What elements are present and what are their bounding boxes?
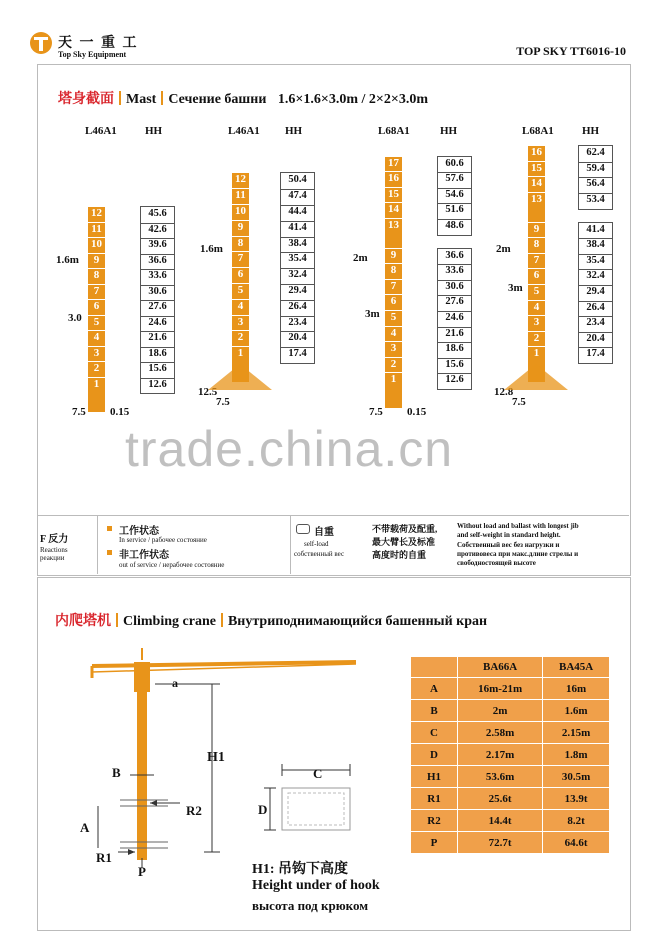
table-cell: 2.15m xyxy=(543,722,610,744)
mast-type-label: L68A1 xyxy=(522,125,554,137)
noload-ru-3: свободностоящей высоте xyxy=(457,559,536,567)
mast-section-number: 14 xyxy=(388,203,399,216)
noload-cn-1: 不带载荷及配重, xyxy=(372,524,438,534)
hh-value: 21.6 xyxy=(148,332,167,343)
mast-section-number: 11 xyxy=(91,222,102,235)
table-cell: 16m xyxy=(543,678,610,700)
dim-label-c: C xyxy=(313,766,323,781)
hh-value: 26.4 xyxy=(586,301,605,313)
mast-section-number: 6 xyxy=(533,269,540,282)
mast-section-number: 1 xyxy=(93,377,100,390)
climbing-title-en: Climbing crane xyxy=(123,614,216,629)
mast-body xyxy=(385,248,402,408)
table-row xyxy=(411,700,610,722)
mast-section-number: 1 xyxy=(390,373,397,386)
hh-value: 36.6 xyxy=(148,254,167,266)
out-service-en: out of service / нерабочее состояние xyxy=(119,561,225,569)
hh-value-box xyxy=(578,222,613,364)
hh-value: 59.4 xyxy=(586,162,605,174)
hh-value: 21.6 xyxy=(445,327,464,339)
table-cell: A xyxy=(411,678,458,700)
table-cell: P xyxy=(411,832,458,854)
in-service-en: In service / рабочее состояние xyxy=(119,536,207,544)
hh-value: 23.4 xyxy=(586,317,605,329)
table-row xyxy=(411,766,610,788)
selfload-cn: 自重 xyxy=(314,527,334,538)
mast-title-ru: Сечение башни xyxy=(168,92,267,107)
table-cell: B xyxy=(411,700,458,722)
hh-value: 20.4 xyxy=(586,332,605,344)
hh-value: 33.6 xyxy=(148,270,167,281)
noload-cn-2: 最大臂长及标准 xyxy=(372,537,436,547)
hh-value: 27.6 xyxy=(445,296,464,308)
hh-value: 35.4 xyxy=(586,254,605,266)
table-row xyxy=(411,678,610,700)
mast-section-number: 4 xyxy=(237,299,244,312)
table-cell: 2.58m xyxy=(458,722,543,744)
mast-section-number: 13 xyxy=(388,218,399,231)
mast-section-number: 4 xyxy=(533,300,540,313)
table-cell: 14.4t xyxy=(458,810,543,832)
mast-type-label: L68A1 xyxy=(378,125,410,137)
hh-value: 17.4 xyxy=(586,348,605,360)
table-cell: 64.6t xyxy=(543,832,610,854)
mast-section-number: 5 xyxy=(237,283,244,296)
hh-value: 29.4 xyxy=(288,284,307,296)
hook-height-caption-en: Height under of hook xyxy=(252,878,380,893)
hh-value: 39.6 xyxy=(148,239,167,250)
mast-section-number: 8 xyxy=(93,269,100,281)
mast-section-number: 4 xyxy=(390,326,397,339)
mast-section-number: 8 xyxy=(533,238,540,251)
mast-section-number: 2 xyxy=(237,331,244,344)
hh-value: 12.6 xyxy=(148,378,167,390)
hh-value: 47.4 xyxy=(288,190,307,202)
dim-label-r1: R1 xyxy=(96,850,112,865)
mast-body xyxy=(232,172,249,382)
hh-value: 12.6 xyxy=(445,374,464,386)
mast-base-label: 7.5 xyxy=(72,406,86,418)
mast-title-dims: 1.6×1.6×3.0m / 2×2×3.0m xyxy=(277,92,429,107)
table-cell: 30.5m xyxy=(543,766,610,788)
mast-base-label: 7.5 xyxy=(369,406,383,418)
mast-section-number: 11 xyxy=(235,189,246,202)
mast-width-label: 1.6m xyxy=(200,243,223,255)
table-cell: 2m xyxy=(458,700,543,722)
mast-section-number: 8 xyxy=(390,264,397,277)
mast-section-number: 9 xyxy=(237,220,244,233)
company-name-cn: 天 一 重 工 xyxy=(58,36,139,51)
in-service-cn: 工作状态 xyxy=(119,526,159,537)
table-cell: 2.17m xyxy=(458,744,543,766)
hh-value: 15.6 xyxy=(148,363,167,374)
hh-value: 24.6 xyxy=(148,316,167,328)
hh-value: 18.6 xyxy=(148,347,167,359)
mast-section-number: 16 xyxy=(388,172,399,185)
mast-foot-label: 12.8 xyxy=(494,386,514,398)
hh-column-label: HH xyxy=(582,125,600,137)
hh-value: 30.6 xyxy=(148,285,167,297)
hh-value: 62.4 xyxy=(586,147,605,159)
mast-section-number: 15 xyxy=(531,161,542,174)
mast-section-number: 3 xyxy=(533,316,540,329)
noload-ru-2: противовеса при макс.длине стрелы и xyxy=(457,550,579,558)
climbing-title-cn: 内爬塔机 xyxy=(55,614,111,629)
mast-section-number: 16 xyxy=(531,146,542,159)
mast-section-number: 6 xyxy=(93,300,100,312)
reaction-label-ru: реакции xyxy=(40,554,65,562)
hh-value: 33.6 xyxy=(445,265,464,277)
mast-offset-label: 0.15 xyxy=(110,406,130,418)
mast-section-number: 12 xyxy=(235,173,246,186)
mast-section-number: 3 xyxy=(237,315,244,328)
table-cell: 8.2t xyxy=(543,810,610,832)
mast-section-number: 9 xyxy=(390,248,397,261)
hh-value: 36.6 xyxy=(445,249,464,261)
hh-value: 54.6 xyxy=(445,188,464,200)
table-cell: 1.8m xyxy=(543,744,610,766)
hh-value: 17.4 xyxy=(288,348,307,360)
reaction-label-en: Reactions xyxy=(40,546,68,554)
mast-foot-shape xyxy=(504,364,568,390)
mast-section-number: 17 xyxy=(388,156,399,169)
dim-label-b: B xyxy=(112,765,121,780)
hh-value: 27.6 xyxy=(148,301,167,312)
mast-section-number: 9 xyxy=(533,222,540,235)
mast-section-number: 2 xyxy=(390,357,397,370)
mast-body xyxy=(528,222,545,382)
mast-width-label: 2m xyxy=(353,252,368,264)
hh-column-label: HH xyxy=(145,125,163,137)
mast-section-number: 13 xyxy=(531,192,542,205)
table-row xyxy=(411,832,610,854)
mast-base-label: 7.5 xyxy=(216,396,230,408)
table-cell: 53.6m xyxy=(458,766,543,788)
mast-offset-label: 0.15 xyxy=(407,406,427,418)
mast-foot-label: 12.5 xyxy=(198,386,218,398)
mast-section-number: 10 xyxy=(91,238,102,250)
mast-section-number: 7 xyxy=(237,252,244,265)
mast-body xyxy=(88,206,105,412)
mast-section-height-label: 3m xyxy=(365,308,380,320)
table-cell: 25.6t xyxy=(458,788,543,810)
table-cell: 16m-21m xyxy=(458,678,543,700)
hh-value: 48.6 xyxy=(445,219,464,231)
table-cell: H1 xyxy=(411,766,458,788)
hh-value: 53.4 xyxy=(586,193,605,205)
mast-section-number: 3 xyxy=(93,346,100,359)
hh-value: 30.6 xyxy=(445,280,464,292)
dim-label-d: D xyxy=(258,802,268,817)
mast-foot-shape xyxy=(208,364,272,390)
mast-section-number: 4 xyxy=(93,331,100,343)
mast-section-number: 10 xyxy=(235,204,246,217)
dim-label-r2: R2 xyxy=(186,803,202,818)
mast-section-number: 7 xyxy=(390,279,397,292)
company-name-en: Top Sky Equipment xyxy=(58,50,127,59)
hh-column-label: HH xyxy=(285,125,303,137)
mast-section-number: 15 xyxy=(388,187,399,200)
hh-value: 23.4 xyxy=(288,316,307,328)
mast-section-number: 1 xyxy=(533,347,540,360)
hh-value: 20.4 xyxy=(288,332,307,344)
mast-section-number: 8 xyxy=(237,236,244,249)
selfload-ru: собственный вес xyxy=(294,550,345,558)
mast-section-number: 5 xyxy=(93,315,100,328)
noload-ru-1: Собственный вес без нагрузки и xyxy=(457,541,560,549)
hh-value: 32.4 xyxy=(288,269,307,281)
mast-section-number: 1 xyxy=(237,347,244,360)
table-row xyxy=(411,744,610,766)
out-service-cn: 非工作状态 xyxy=(119,550,169,561)
mast-section-number: 6 xyxy=(237,268,244,281)
dim-label-a: a xyxy=(172,676,178,690)
hh-value: 57.6 xyxy=(445,173,464,185)
mast-section-number: 6 xyxy=(390,295,397,308)
mast-type-label: L46A1 xyxy=(228,125,260,137)
hh-value-box xyxy=(280,172,315,364)
mast-width-label: 2m xyxy=(496,243,511,255)
mast-section-number: 12 xyxy=(91,207,102,219)
selfload-en: self-load xyxy=(304,540,329,548)
noload-en-1: Without load and ballast with longest jib xyxy=(457,522,579,530)
climbing-title-ru: Внутриподнимающийся башенный кран xyxy=(227,614,488,629)
table-header-row xyxy=(411,657,610,678)
hh-value: 56.4 xyxy=(586,178,605,190)
hh-value: 15.6 xyxy=(445,358,464,370)
mast-section-height-label: 3.0 xyxy=(68,312,82,324)
mast-body-upper xyxy=(385,156,402,248)
hh-value-box-upper xyxy=(578,145,613,209)
table-cell: R2 xyxy=(411,810,458,832)
hh-value: 50.4 xyxy=(288,174,307,186)
noload-en-2: and self-weight in standard height. xyxy=(457,531,561,539)
mast-section-number: 2 xyxy=(533,331,540,344)
table-cell: 13.9t xyxy=(543,788,610,810)
mast-section-number: 9 xyxy=(93,253,100,266)
hh-value: 29.4 xyxy=(586,285,605,297)
hh-value: 18.6 xyxy=(445,343,464,355)
table-cell: C xyxy=(411,722,458,744)
hh-value: 38.4 xyxy=(586,239,605,251)
table-cell: D xyxy=(411,744,458,766)
hh-value: 35.4 xyxy=(288,253,307,265)
mast-title-cn: 塔身截面 xyxy=(58,92,114,107)
model-number: TOP SKY TT6016-10 xyxy=(516,44,626,58)
hh-value: 51.6 xyxy=(445,204,464,216)
dim-label-a-upper: A xyxy=(80,820,90,835)
table-cell: R1 xyxy=(411,788,458,810)
hh-column-label: HH xyxy=(440,125,458,137)
mast-section-number: 3 xyxy=(390,342,397,355)
hh-value: 41.4 xyxy=(586,223,605,235)
table-cell: 1.6m xyxy=(543,700,610,722)
table-cell: 72.7t xyxy=(458,832,543,854)
hh-value: 41.4 xyxy=(288,221,307,233)
hh-value: 45.6 xyxy=(148,208,167,219)
mast-section-number: 7 xyxy=(533,253,540,266)
hh-value: 24.6 xyxy=(445,311,464,323)
mast-title-en: Mast xyxy=(126,92,157,107)
table-row xyxy=(411,722,610,744)
hh-value-box xyxy=(140,206,175,394)
hh-value: 60.6 xyxy=(445,157,464,169)
watermark: trade.china.cn xyxy=(125,421,454,477)
hook-height-caption-ru: высота под крюком xyxy=(252,898,369,913)
mast-section-number: 5 xyxy=(390,310,397,323)
hh-value: 44.4 xyxy=(288,205,307,217)
table-header-cell: BA45A xyxy=(543,657,610,678)
mast-section-number: 5 xyxy=(533,284,540,297)
table-header-cell: BA66A xyxy=(458,657,543,678)
mast-type-label: L46A1 xyxy=(85,125,117,137)
mast-base-label: 7.5 xyxy=(512,396,526,408)
dim-label-p: P xyxy=(138,864,146,879)
hh-value: 26.4 xyxy=(288,300,307,312)
hh-value-box xyxy=(437,248,472,390)
table-row xyxy=(411,810,610,832)
mast-body-upper xyxy=(528,145,545,221)
hh-value: 32.4 xyxy=(586,270,605,282)
mast-section-number: 14 xyxy=(531,177,542,190)
hh-value-box-upper xyxy=(437,156,472,236)
table-header-cell xyxy=(411,657,458,678)
table-row xyxy=(411,788,610,810)
reaction-label-cn: F 反力 xyxy=(40,534,69,545)
mast-section-number: 2 xyxy=(93,362,100,374)
mast-section-height-label: 3m xyxy=(508,282,523,294)
noload-cn-3: 高度时的自重 xyxy=(372,550,427,560)
mast-section-number: 7 xyxy=(93,284,100,297)
mast-width-label: 1.6m xyxy=(56,254,79,266)
hh-value: 38.4 xyxy=(288,237,307,249)
climbing-spec-table xyxy=(410,656,610,854)
dim-label-h1: H1 xyxy=(207,750,225,765)
hook-height-caption-cn: H1: 吊钩下高度 xyxy=(252,862,349,877)
hh-value: 42.6 xyxy=(148,223,167,235)
